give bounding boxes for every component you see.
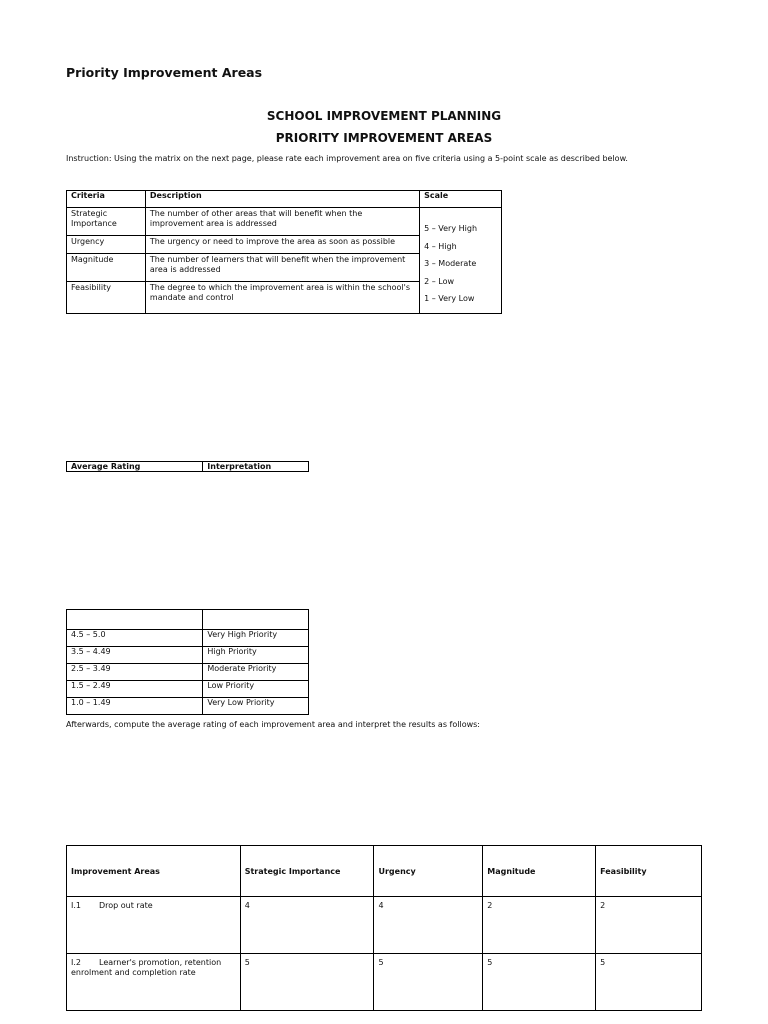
description-header: Description (145, 191, 419, 208)
range-cell: 1.0 – 1.49 (67, 698, 203, 715)
range-cell: 1.5 – 2.49 (67, 681, 203, 698)
strategic-importance-cell: 4 (240, 897, 374, 954)
area-number: I.1 (71, 901, 81, 910)
scale-item: 4 – High (424, 241, 457, 251)
table-row (67, 681, 309, 698)
improvement-area-cell (67, 897, 241, 954)
range-cell: 4.5 – 5.0 (67, 630, 203, 647)
table-row (67, 664, 309, 681)
description-cell: The number of other areas that will benefit when the improvement area is addressed (145, 208, 419, 236)
table-row (67, 208, 502, 236)
improvement-area-cell (67, 954, 241, 1011)
priority-cell: High Priority (203, 647, 309, 664)
table-row (67, 610, 309, 630)
scale-cell (420, 208, 502, 314)
description-cell: The urgency or need to improve the area as soon as possible (145, 236, 419, 254)
criteria-cell: Feasibility (67, 282, 146, 314)
feasibility-header: Feasibility (596, 846, 702, 897)
strategic-importance-cell: 5 (240, 954, 374, 1011)
scale-item: 1 – Very Low (424, 294, 475, 304)
scale-item: 5 – Very High (424, 224, 478, 234)
magnitude-header: Magnitude (483, 846, 596, 897)
urgency-header: Urgency (374, 846, 483, 897)
criteria-cell: Strategic Importance (67, 208, 146, 236)
instruction-text: Instruction: Using the matrix on the next page, please rate each improvement area on five criteria using a 5-point scale as described below. (66, 154, 628, 163)
criteria-cell: Urgency (67, 236, 146, 254)
criteria-cell: Magnitude (67, 254, 146, 282)
scale-item: 2 – Low (424, 276, 455, 286)
average-rating-header: Average Rating (67, 462, 203, 472)
average-rating-table (66, 461, 309, 472)
table-row (67, 954, 702, 1011)
area-number: I.2 (71, 958, 81, 967)
area-name: Learner's promotion, retention enrolment and completion rate (71, 958, 222, 977)
table-row (67, 698, 309, 715)
criteria-header-row (67, 191, 502, 208)
empty-cell (67, 610, 203, 630)
average-header-row (67, 462, 309, 472)
feasibility-cell: 5 (596, 954, 702, 1011)
interpretation-header: Interpretation (203, 462, 309, 472)
priority-cell: Very Low Priority (203, 698, 309, 715)
rating-matrix-table (66, 845, 702, 1011)
table-row (67, 630, 309, 647)
description-cell: The degree to which the improvement area is within the school's mandate and control (145, 282, 419, 314)
criteria-header: Criteria (67, 191, 146, 208)
magnitude-cell: 5 (483, 954, 596, 1011)
scale-item: 3 – Moderate (424, 259, 477, 269)
afterwards-text: Afterwards, compute the average rating of each improvement area and interpret the results as follows: (66, 720, 480, 729)
improvement-areas-header: Improvement Areas (67, 846, 241, 897)
range-cell: 3.5 – 4.49 (67, 647, 203, 664)
priority-cell: Low Priority (203, 681, 309, 698)
feasibility-cell: 2 (596, 897, 702, 954)
matrix-header-row (67, 846, 702, 897)
description-cell: The number of learners that will benefit when the improvement area is addressed (145, 254, 419, 282)
empty-cell (203, 610, 309, 630)
magnitude-cell: 2 (483, 897, 596, 954)
priority-cell: Very High Priority (203, 630, 309, 647)
table-row (67, 897, 702, 954)
page-title: Priority Improvement Areas (66, 65, 263, 80)
urgency-cell: 5 (374, 954, 483, 1011)
range-cell: 2.5 – 3.49 (67, 664, 203, 681)
document-title-line1: SCHOOL IMPROVEMENT PLANNING (266, 109, 502, 123)
table-row (67, 647, 309, 664)
urgency-cell: 4 (374, 897, 483, 954)
priority-cell: Moderate Priority (203, 664, 309, 681)
area-name: Drop out rate (99, 901, 153, 910)
document-title-line2: PRIORITY IMPROVEMENT AREAS (275, 131, 493, 145)
scale-header: Scale (420, 191, 502, 208)
interpretation-table (66, 609, 309, 715)
strategic-importance-header: Strategic Importance (240, 846, 374, 897)
criteria-table (66, 190, 502, 314)
